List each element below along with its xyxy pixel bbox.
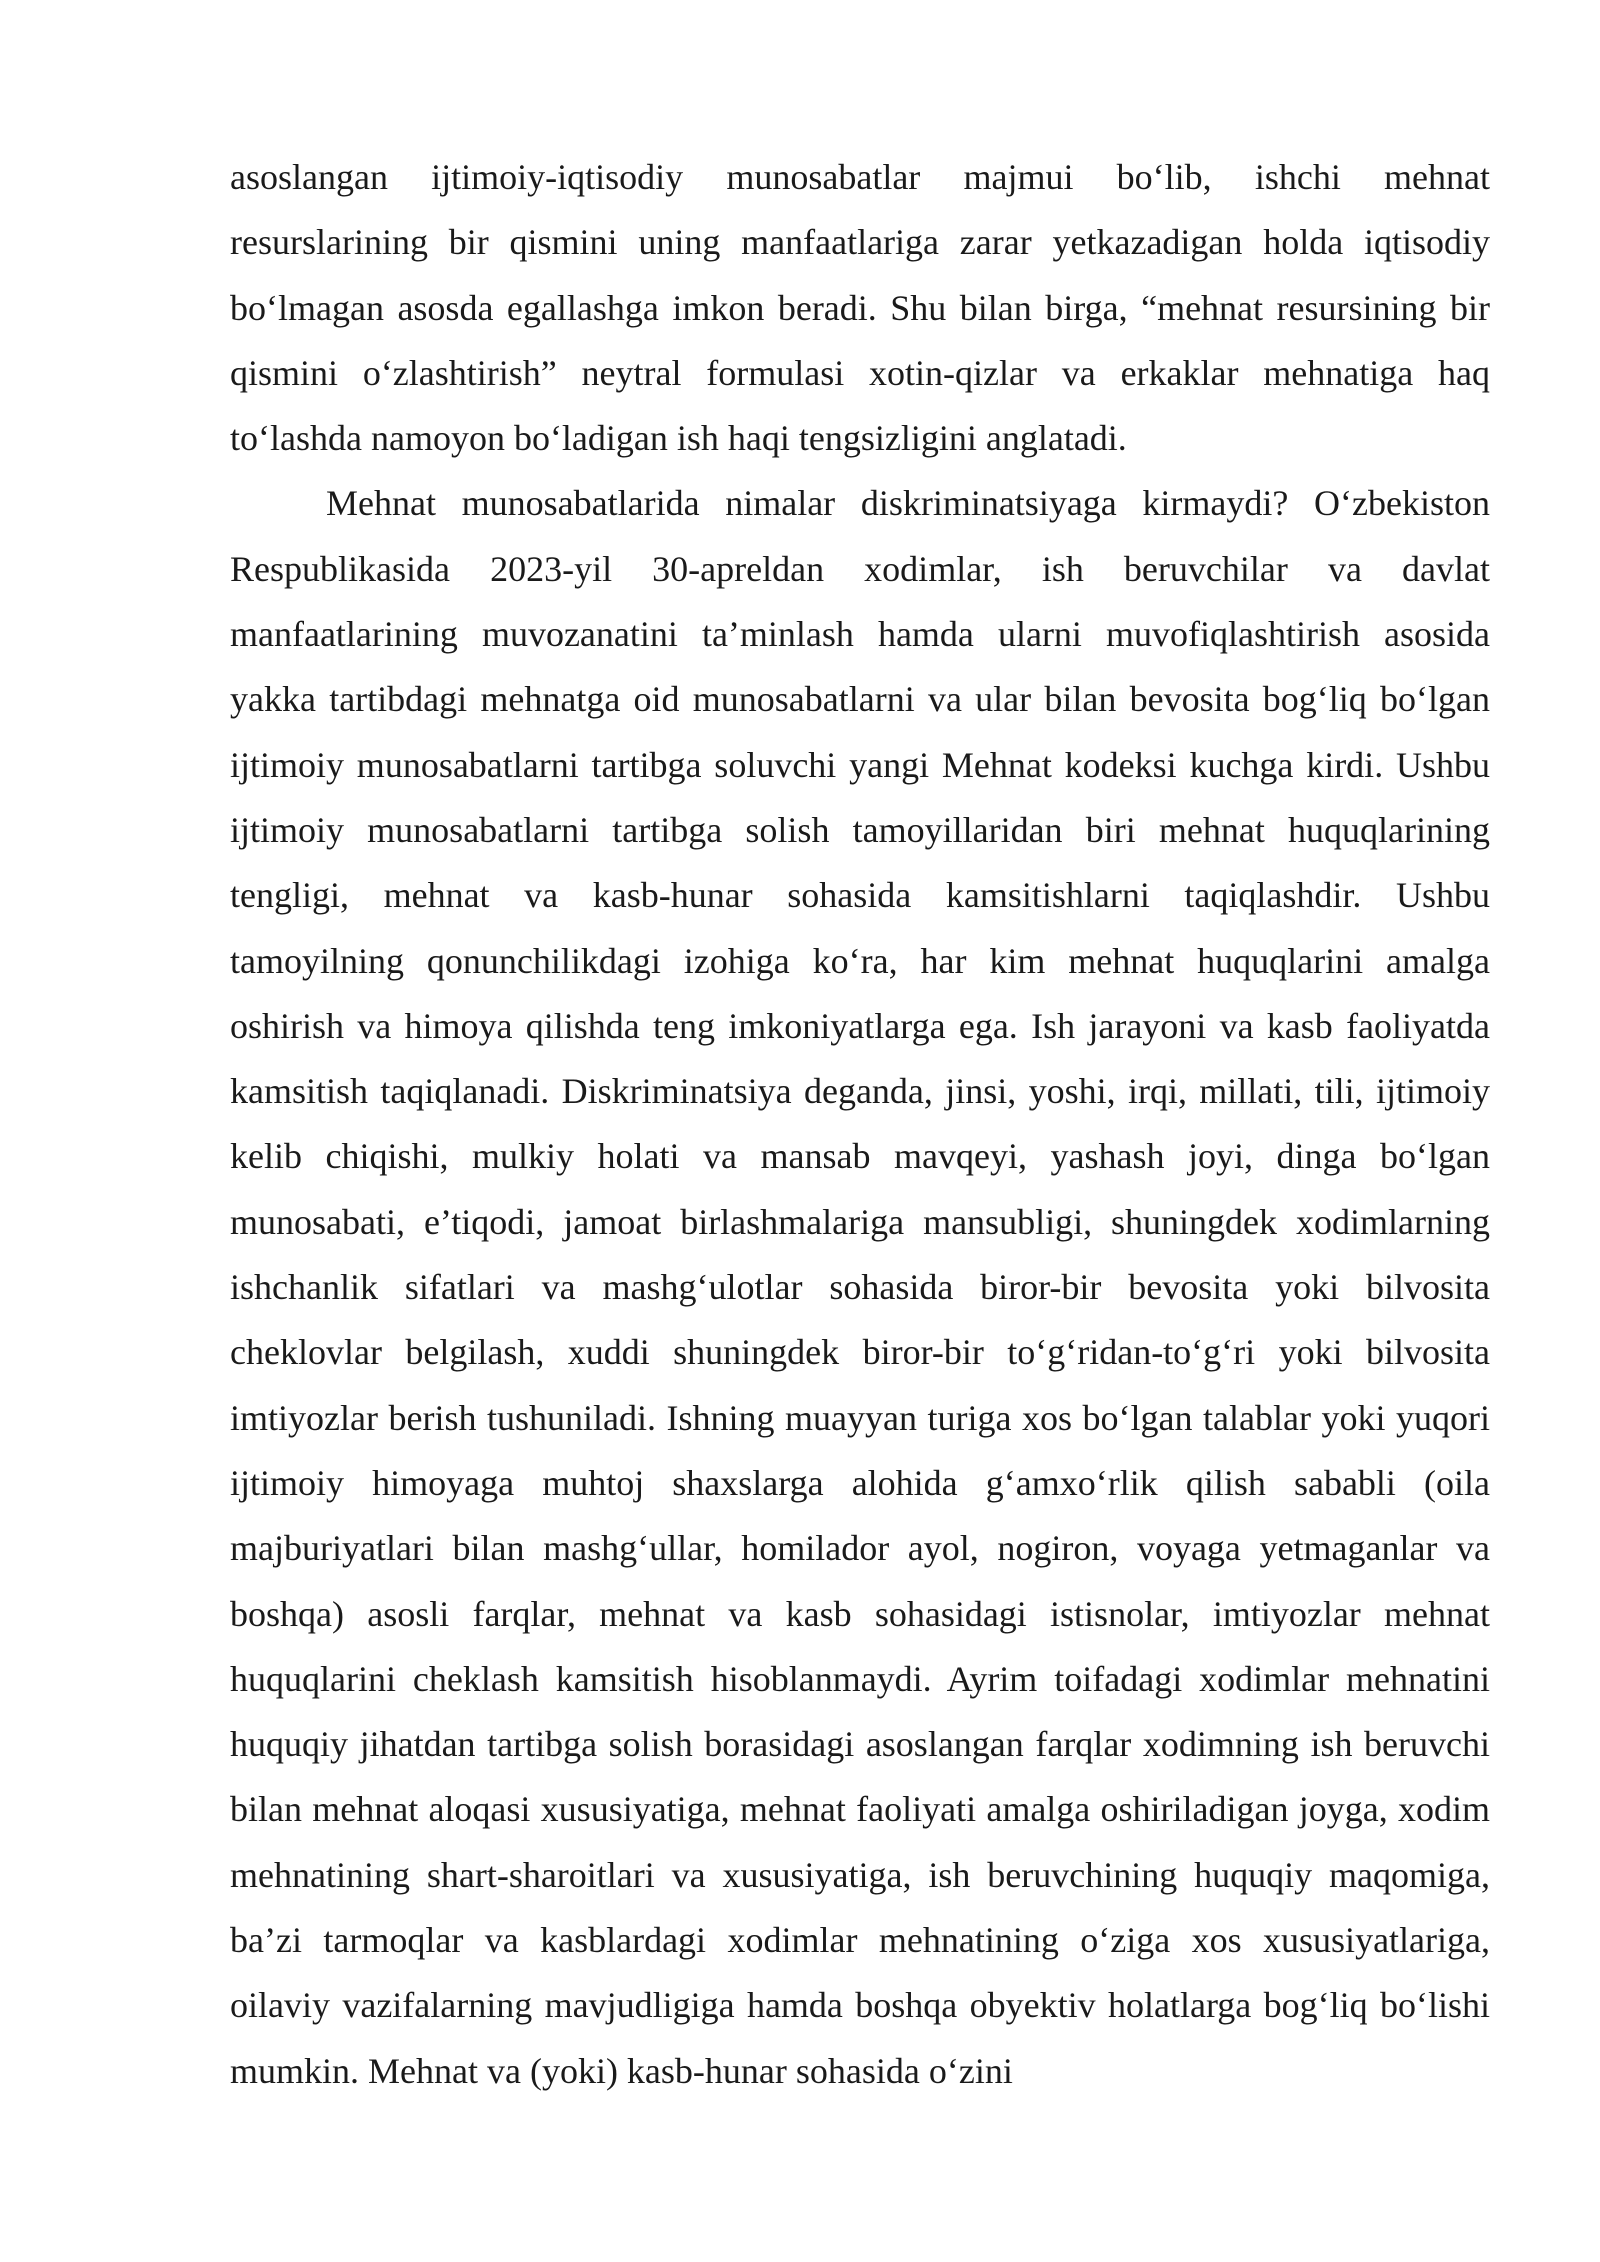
paragraph-continuation: asoslangan ijtimoiy-iqtisodiy munosabatlar majmui bo‘lib, ishchi mehnat resurslarining bir qismini uning manfaatlariga zarar yetkazadigan holda iqtisodiy bo‘lmagan asosda egallashga imkon beradi. Shu bilan birga, “mehnat resursining bir qismini o‘zlashtirish” neytral formulasi xotin-qizlar va erkaklar mehnatiga haq to‘lashda namoyon bo‘ladigan ish haqi tengsizligini anglatadi.: [230, 157, 1490, 459]
body-text: [230, 145, 1490, 2104]
paragraph-labor-code: Mehnat munosabatlarida nimalar diskriminatsiyaga kirmaydi? O‘zbekiston Respublikasida 2023-yil 30-apreldan xodimlar, ish beruvchilar va davlat manfaatlarining muvozanatini ta’minlash hamda ularni muvofiqlashtirish asosida yakka tartibdagi mehnatga oid munosabatlarni va ular bilan bevosita bog‘liq bo‘lgan ijtimoiy munosabatlarni tartibga soluvchi yangi Mehnat kodeksi kuchga kirdi. Ushbu ijtimoiy munosabatlarni tartibga solish tamoyillaridan biri mehnat huquqlarining tengligi, mehnat va kasb-hunar sohasida kamsitishlarni taqiqlashdir. Ushbu tamoyilning qonunchilikdagi izohiga ko‘ra, har kim mehnat huquqlarini amalga oshirish va himoya qilishda teng imkoniyatlarga ega. Ish jarayoni va kasb faoliyatda kamsitish taqiqlanadi. Diskriminatsiya deganda, jinsi, yoshi, irqi, millati, tili, ijtimoiy kelib chiqishi, mulkiy holati va mansab mavqeyi, yashash joyi, dinga bo‘lgan munosabati, e’tiqodi, jamoat birlashmalariga mansubligi, shuningdek xodimlarning ishchanlik sifatlari va mashg‘ulotlar sohasida biror-bir bevosita yoki bilvosita cheklovlar belgilash, xuddi shuningdek biror-bir to‘g‘ridan-to‘g‘ri yoki bilvosita imtiyozlar berish tushuniladi. Ishning muayyan turiga xos bo‘lgan talablar yoki yuqori ijtimoiy himoyaga muhtoj shaxslarga alohida g‘amxo‘rlik qilish sababli (oila majburiyatlari bilan mashg‘ullar, homilador ayol, nogiron, voyaga yetmaganlar va boshqa) asosli farqlar, mehnat va kasb sohasidagi istisnolar, imtiyozlar mehnat huquqlarini cheklash kamsitish hisoblanmaydi. Ayrim toifadagi xodimlar mehnatini huquqiy jihatdan tartibga solish borasidagi asoslangan farqlar xodimning ish beruvchi bilan mehnat aloqasi xususiyatiga, mehnat faoliyati amalga oshiriladigan joyga, xodim mehnatining shart-sharoitlari va xususiyatiga, ish beruvchining huquqiy maqomiga, ba’zi tarmoqlar va kasblardagi xodimlar mehnatining o‘ziga xos xususiyatlariga, oilaviy vazifalarning mavjudligiga hamda boshqa obyektiv holatlarga bog‘liq bo‘lishi mumkin. Mehnat va (yoki) kasb-hunar sohasida o‘zini: [230, 483, 1490, 2091]
